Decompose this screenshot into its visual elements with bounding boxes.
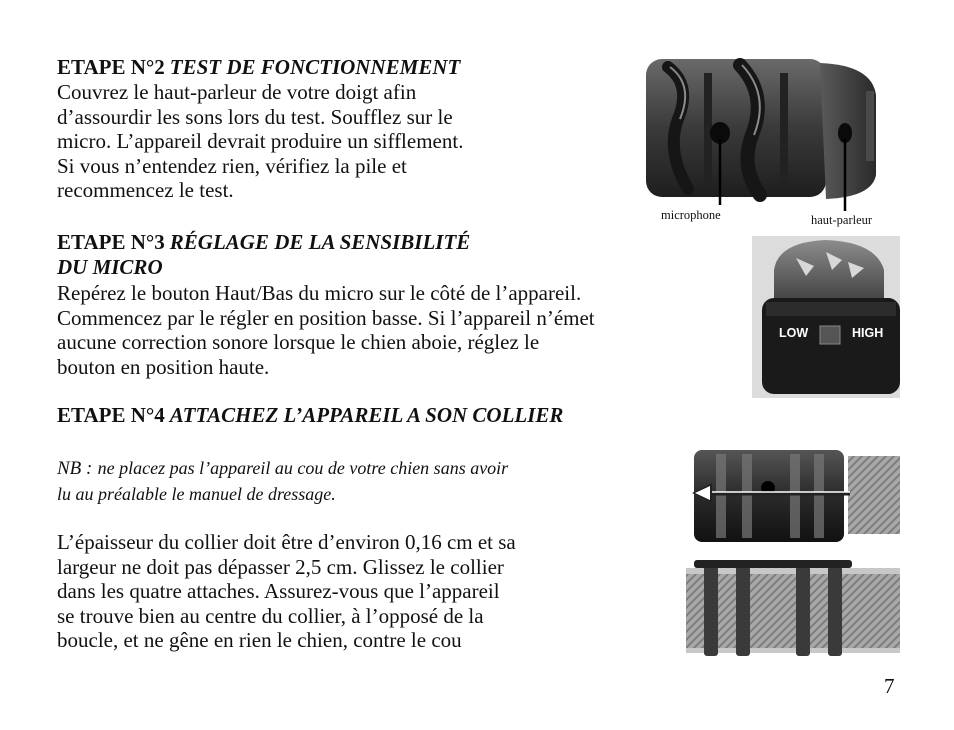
step3-line: Repérez le bouton Haut/Bas du micro sur le côté de l’appareil. (57, 281, 582, 305)
collar-attachment-illustration (686, 448, 900, 658)
step2-paragraph (57, 80, 463, 203)
step2-title: TEST DE FONCTIONNEMENT (169, 55, 461, 79)
step2-line: d’assourdir les sons lors du test. Soufflez sur le (57, 104, 453, 129)
step4-line: dans les quatre attaches. Assurez-vous que l’appareil (57, 579, 500, 604)
step2-line: Couvrez le haut-parleur de votre doigt afin (57, 80, 417, 104)
step4-line: L’épaisseur du collier doit être d’environ 0,16 cm et sa (57, 530, 516, 554)
step3-line: Commencez par le régler en position basse. Si l’appareil n’émet (57, 305, 595, 330)
switch-slider[interactable] (820, 326, 840, 344)
step4-line: se trouve bien au centre du collier, à l’opposé de la (57, 603, 484, 628)
step2-line: recommencez le test. (57, 178, 234, 203)
note-line: lu au préalable le manuel de dressage. (57, 483, 336, 504)
switch-high-label: HIGH (852, 326, 884, 340)
note-prefix: NB : (57, 458, 93, 479)
note-line: ne placez pas l’appareil au cou de votre chien sans avoir (97, 458, 509, 478)
speaker-caption: haut-parleur (811, 213, 873, 227)
step4-line: boucle, et ne gêne en rien le chien, contre le cou (57, 628, 462, 653)
step4-line: largeur ne doit pas dépasser 2,5 cm. Glissez le collier (57, 554, 504, 579)
step4-paragraph (57, 530, 516, 653)
step3-line: aucune correction sonore lorsque le chien aboie, réglez le (57, 330, 540, 355)
step2-label: ETAPE N°2 (57, 55, 165, 79)
page-number: 7 (884, 674, 895, 698)
step3-paragraph (57, 281, 595, 379)
step4-note (57, 455, 508, 506)
step4-heading (57, 403, 563, 428)
step3-line: bouton en position haute. (57, 354, 270, 379)
step3-heading (57, 230, 470, 279)
step2-line: micro. L’appareil devrait produire un sifflement. (57, 129, 464, 154)
step2-line: Si vous n’entendez rien, vérifiez la pile et (57, 153, 407, 178)
switch-low-label: LOW (779, 326, 809, 340)
sensitivity-switch-photo (752, 236, 900, 398)
step3-title-line1: RÉGLAGE DE LA SENSIBILITÉ (169, 230, 471, 254)
step4-label: ETAPE N°4 (57, 403, 165, 427)
step3-label: ETAPE N°3 (57, 230, 165, 254)
step3-title-line2: DU MICRO (57, 254, 163, 279)
microphone-caption: microphone (661, 208, 721, 222)
step4-title: ATTACHEZ L’APPAREIL A SON COLLIER (169, 403, 564, 427)
device-side-photo (640, 55, 902, 230)
step2-heading (57, 55, 460, 80)
